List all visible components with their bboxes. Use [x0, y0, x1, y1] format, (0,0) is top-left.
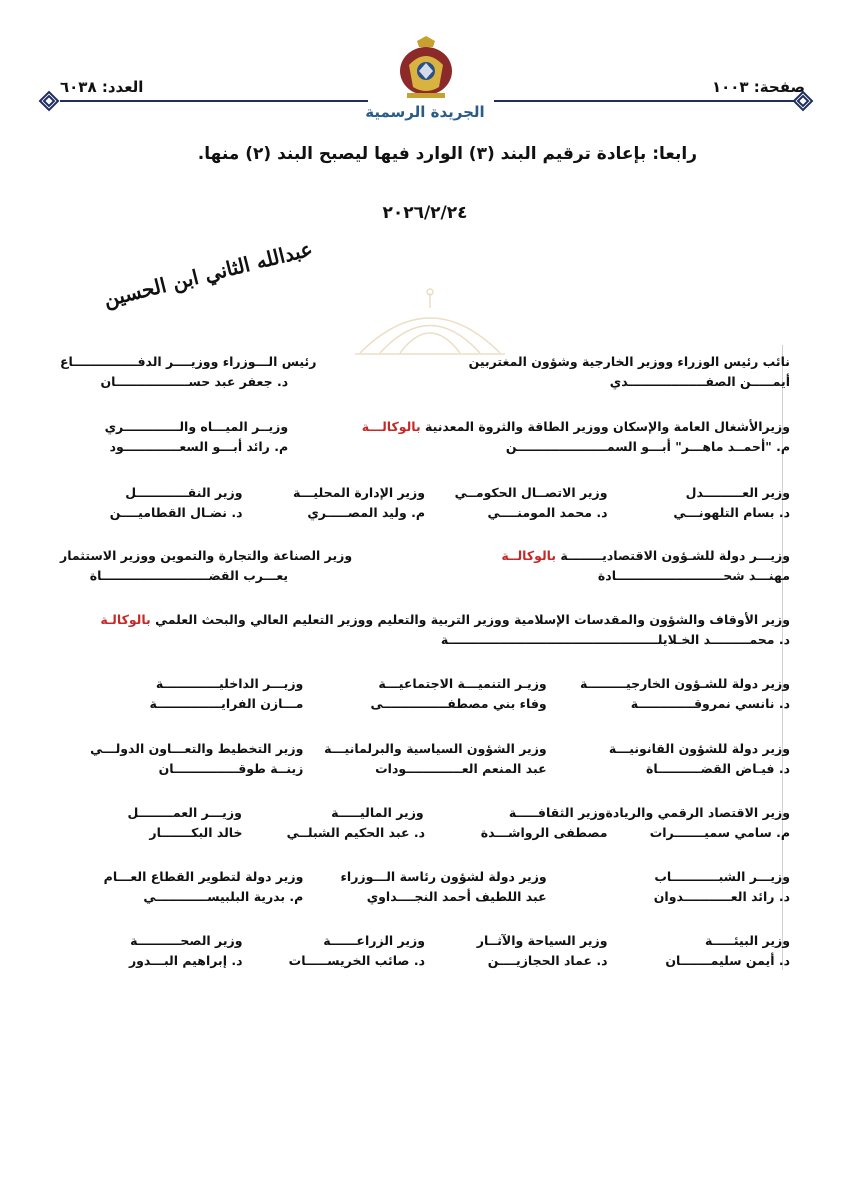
minister-title: [424, 805, 606, 820]
minister-name: [60, 761, 303, 776]
minister-name-text: مـــازن الفرايـــــــــــــــة: [149, 695, 304, 711]
minister-title: [608, 933, 791, 948]
minister-name-text: م. رائد أبـــو السعـــــــــــــود: [109, 438, 289, 454]
minister-group: [60, 673, 790, 713]
minister-name: [60, 374, 288, 389]
minister-title-text: نائب رئيس الوزراء ووزير الخارجية وشؤون المغتربين: [468, 353, 790, 369]
issue-number: العدد: ٦٠٣٨: [60, 78, 144, 96]
minister-name-text: عبد اللطيف أحمد النجــــداوي: [366, 888, 547, 904]
titles-row: [60, 802, 790, 822]
minister-name: [547, 889, 790, 904]
minister-name-text: خالد البكـــــــار: [149, 824, 243, 840]
names-row: [60, 629, 790, 649]
titles-row: [60, 351, 790, 371]
minister-title-text: وزير الزراعــــــة: [323, 932, 425, 948]
minister-title-text: وزير الاتصــال الحكومــي: [454, 484, 608, 500]
names-row: [60, 371, 790, 391]
minister-name-text: مصطفى الرواشـــدة: [480, 824, 608, 840]
minister-name: [60, 439, 288, 454]
minister-title-text: رئيس الـــوزراء ووزيــــر الدفـــــــــــــــاع: [60, 353, 317, 369]
names-row: [60, 693, 790, 713]
minister-group: [60, 738, 790, 778]
titles-row: [60, 416, 790, 436]
article-heading: رابعا: بإعادة ترقيم البند (٣) الوارد فيها ليصبح البند (٢) منها.: [197, 144, 697, 164]
minister-group: [60, 609, 790, 649]
minister-group: [60, 545, 790, 585]
minister-title-text: وزير الاقتصاد الرقمي والريادة: [605, 804, 790, 820]
minister-title: [60, 805, 242, 820]
minister-title-text: وزيـــر العمــــــــل: [127, 804, 242, 820]
minister-title: [425, 933, 608, 948]
minister-name: [243, 505, 426, 520]
minister-group: [60, 351, 790, 391]
minister-title: [352, 548, 790, 563]
minister-name-text: د. أيمن سليمـــــــان: [665, 952, 790, 968]
minister-group: [60, 802, 790, 842]
minister-name-text: د. محمـــــــــد الخـلايلـــــــــــــــــــــــــــــــــــــــــــــــــة: [440, 631, 790, 647]
minister-title-text: وزيرالأشغال العامة والإسكان ووزير الطاقة والثروة المعدنية: [425, 418, 790, 434]
minister-name-text: مهنـــد شحـــــــــــــــــــــــــادة: [597, 567, 790, 583]
minister-title: [547, 676, 790, 691]
minister-name-text: يعـــرب القضـــــــــــــــــــــــــاة: [89, 567, 289, 583]
minister-name-text: م. "أحمــد ماهـــر" أبـــو السمـــــــــــــــــــــن: [505, 438, 790, 454]
minister-name: [608, 953, 791, 968]
minister-name: [60, 568, 288, 583]
minister-title-text: وزير السياحة والآثــار: [476, 932, 608, 948]
minister-name-text: د. رائد العـــــــــــدوان: [653, 888, 790, 904]
minister-name-text: د. نضـال القطاميــــن: [109, 504, 243, 520]
minister-title: [303, 869, 546, 884]
titles-row: [60, 866, 790, 886]
names-row: [60, 502, 790, 522]
minister-title: [60, 354, 316, 369]
minister-name: [243, 953, 426, 968]
minister-name-text: د. محمد المومنــــي: [487, 504, 608, 520]
minister-title: [60, 869, 303, 884]
names-row: [60, 565, 790, 585]
minister-name: [425, 825, 608, 840]
minister-title: [60, 548, 352, 563]
names-row: [60, 758, 790, 778]
minister-name-text: زينــة طوقـــــــــــــــان: [158, 760, 304, 776]
minister-title-text: وزير الصناعة والتجارة والتموين ووزير الاستثمار: [60, 547, 353, 563]
minister-title-text: وزير الإدارة المحليـــة: [293, 484, 425, 500]
minister-name-text: وفاء بني مصطفـــــــــــــــى: [370, 695, 547, 711]
minister-name: [547, 761, 790, 776]
minister-title-text: وزير دولة للشؤون القانونيـــة: [608, 740, 790, 756]
minister-title: [303, 676, 546, 691]
minister-group: [60, 482, 790, 522]
minister-title: [60, 933, 243, 948]
minister-title: [425, 485, 608, 500]
jordan-coat-of-arms-icon: [397, 35, 455, 101]
minister-title-text: وزير البيئـــــة: [704, 932, 790, 948]
minister-title: [606, 805, 790, 820]
minister-name: [60, 505, 243, 520]
minister-name: [303, 696, 546, 711]
minister-name: [303, 761, 546, 776]
minister-title: [60, 676, 303, 691]
minister-name: [288, 374, 790, 389]
proxy-label: بالوكالـــة: [361, 418, 426, 434]
minister-name-text: د. إبراهيم البـــدور: [128, 952, 243, 968]
proxy-label: بالوكالــة: [501, 547, 561, 563]
minister-title-text: وزير الماليـــــة: [331, 804, 424, 820]
titles-row: [60, 738, 790, 758]
minister-name-text: م. سامي سميـــــــرات: [649, 824, 790, 840]
titles-row: [60, 482, 790, 502]
minister-group: [60, 866, 790, 906]
minister-title-text: وزير دولة لشؤون رئاسة الـــوزراء: [340, 868, 547, 884]
minister-title: [242, 805, 424, 820]
names-row: [60, 950, 790, 970]
titles-row: [60, 609, 790, 629]
minister-name: [288, 568, 790, 583]
minister-name: [547, 696, 790, 711]
page-number: صفحة: ١٠٠٣: [711, 78, 805, 96]
minister-title-text: وزير النقــــــــــــل: [125, 484, 243, 500]
header-rule-right: [494, 100, 794, 102]
minister-name-text: د. صائب الخريســـــات: [288, 952, 425, 968]
minister-name-text: د. عبد الحكيم الشبلــي: [286, 824, 425, 840]
minister-title: [60, 485, 243, 500]
minister-title-text: وزير العـــــــــدل: [685, 484, 790, 500]
minister-title: [608, 485, 791, 500]
minister-title-text: وزيـــر الشبـــــــــــاب: [654, 868, 790, 884]
minister-group: [60, 930, 790, 970]
minister-name-text: د. بسام التلهونـــي: [673, 504, 790, 520]
titles-row: [60, 545, 790, 565]
minister-title: [60, 612, 790, 627]
header-rule-left: [60, 100, 368, 102]
minister-title-text: وزيـر التنميـــة الاجتماعيـــة: [378, 675, 547, 691]
minister-name-text: أيمـــــن الصفــــــــــــــــــدي: [609, 373, 790, 389]
minister-title: [60, 419, 288, 434]
minister-name: [608, 505, 791, 520]
crown-watermark-icon: [350, 288, 510, 358]
names-row: [60, 436, 790, 456]
minister-name-text: د. عماد الحجازيــــن: [487, 952, 608, 968]
decree-date: ٢٠٢٦/٢/٢٤: [382, 203, 468, 223]
minister-title: [243, 485, 426, 500]
minister-title-text: وزير الصحــــــــــة: [130, 932, 243, 948]
minister-name-text: د. جعفر عبد حســـــــــــــــــان: [100, 373, 289, 389]
titles-row: [60, 673, 790, 693]
minister-group: [60, 416, 790, 456]
minister-name-text: د. فيـاض القضــــــــــاة: [645, 760, 790, 776]
minister-title-text: وزير دولة لتطوير القطاع العـــام: [103, 868, 304, 884]
minister-title: [547, 869, 790, 884]
minister-title-text: وزير الأوقاف والشؤون والمقدسات الإسلامية ووزير التربية والتعليم ووزير التعليم العالي والبحث العلمي: [155, 611, 790, 627]
minister-name: [303, 889, 546, 904]
minister-title-text: وزير التخطيط والتعـــاون الدولـــي: [90, 740, 304, 756]
gazette-title: الجريدة الرسمية: [365, 103, 485, 121]
titles-row: [60, 930, 790, 950]
minister-name-text: د. نانسي نمروقـــــــــــــة: [630, 695, 790, 711]
minister-name: [60, 889, 303, 904]
minister-title-text: وزير الشؤون السياسية والبرلمانيـــة: [324, 740, 547, 756]
minister-name: [425, 953, 608, 968]
names-row: [60, 886, 790, 906]
minister-name: [288, 439, 790, 454]
proxy-label: بالوكالـة: [100, 611, 156, 627]
minister-title: [547, 741, 790, 756]
minister-name-text: م. وليد المصـــــري: [307, 504, 425, 520]
minister-title-text: وزير الثقافـــــة: [508, 804, 606, 820]
minister-name: [608, 825, 791, 840]
minister-title: [303, 741, 546, 756]
minister-title: [243, 933, 426, 948]
minister-name: [60, 632, 790, 647]
minister-name: [425, 505, 608, 520]
minister-name-text: م. بدرية البلبيســــــــــــي: [143, 888, 304, 904]
minister-title-text: وزيـــر الداخليـــــــــــــة: [155, 675, 304, 691]
minister-name: [243, 825, 426, 840]
minister-title-text: وزير دولة للشـؤون الخارجيـــــــــة: [579, 675, 790, 691]
names-row: [60, 822, 790, 842]
minister-title: [60, 741, 303, 756]
minister-title-text: وزيــر الميـــاه والـــــــــــــري: [104, 418, 289, 434]
minister-title: [288, 419, 790, 434]
minister-title: [316, 354, 790, 369]
minister-name: [60, 696, 303, 711]
minister-title-text: وزيـــر دولة للشـؤون الاقتصاديــــــــة: [560, 547, 790, 563]
royal-signature: عبدالله الثاني ابن الحسين: [101, 236, 315, 312]
minister-name-text: عبد المنعم العـــــــــــــودات: [375, 760, 547, 776]
minister-name: [60, 825, 243, 840]
minister-name: [60, 953, 243, 968]
